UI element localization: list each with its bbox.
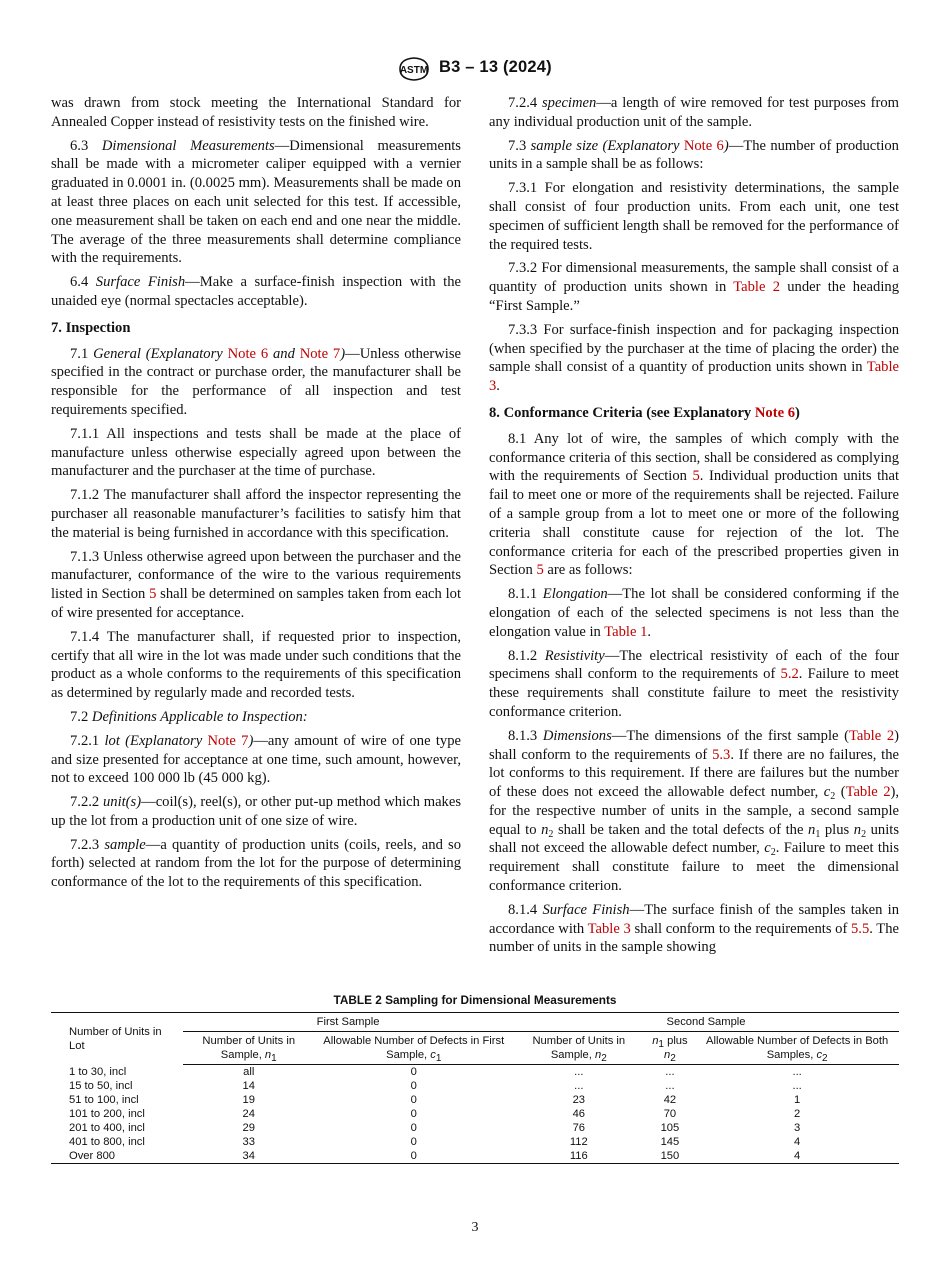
paragraph-7-3-2: 7.3.2 For dimensional measurements, the sample shall consist of a quantity of production units shown in Table 2 under the heading “First Sample.” <box>489 260 899 314</box>
paragraph-7-1-3: 7.1.3 Unless otherwise agreed upon between the purchaser and the manufacturer, conformance of the wire to the various requirements listed in Section 5 shall be determined on samples taken from each lot of wire presented for acceptance. <box>51 548 462 621</box>
table-row: 201 to 400, incl 29 0 76 105 3 <box>69 1122 801 1134</box>
table-2-link[interactable]: Table 2 <box>733 279 780 296</box>
section-5-link[interactable]: 5 <box>692 468 700 485</box>
header-second-sample: Second Sample <box>513 1013 899 1032</box>
paragraph-6-4: 6.4 Surface Finish—Make a surface-finish inspection with the unaided eye (normal spectacles acceptable). <box>51 274 461 309</box>
header-c1: Allowable Number of Defects in First Sample, $c_1$ <box>315 1032 514 1065</box>
paragraph-7-3: 7.3 sample size (Explanatory Note 6)—The number of production units in a sample shall be as follows: <box>489 137 899 173</box>
paragraph-8-1-3: 8.1.3 Dimensions—The dimensions of the first sample (Table 2) shall conform to the requirements of 5.3. If there are no failures, the lot conforms to this requirement. If there are failures but the number of these does not exceed the allowable defect number, $c_2$ (Table 2), for the respective number of units in the sample, a second sample equal to $n_2$ shall be taken and the total defects of the $n_1$ plus $n_2$ units shall not exceed the allowable defect number, $c_2$. Failure to meet this requirement shall constitute failure to meet the dimensional conformance criterion. <box>489 727 900 895</box>
paragraph-7-1-1: 7.1.1 All inspections and tests shall be made at the place of manufacture unless otherwise especially agreed upon between the manufacturer and the purchaser at the time of purchase. <box>51 425 461 480</box>
section-5-link[interactable]: 5 <box>149 586 157 603</box>
table-row: 15 to 50, incl 14 0 ... ... ... <box>69 1080 802 1092</box>
paragraph-8-1-2: 8.1.2 Resistivity—The electrical resistivity of each of the four specimens shall conform to the requirements of 5.2. Failure to meet these requirements shall constitute failure to meet the resistivity conformance criterion. <box>489 647 899 720</box>
header-n2: Number of Units in Sample, $n_2$ <box>513 1032 645 1065</box>
header-c2: Allowable Number of Defects in Both Samples, $c_2$ <box>695 1032 899 1065</box>
astm-logo-icon <box>397 56 431 82</box>
paragraph-7-3-1: 7.3.1 For elongation and resistivity determinations, the sample shall consist of four production units. From each unit, one test specimen of sufficient length shall be removed for the performance of the required tests. <box>489 180 899 253</box>
document-designation: B3 – 13 (2024) <box>439 58 552 76</box>
header-n1: Number of Units in Sample, $n_1$ <box>183 1032 315 1065</box>
table-row: Over 800 34 0 116 150 4 <box>51 1149 899 1164</box>
left-column <box>51 94 461 897</box>
table-2 <box>51 993 899 1164</box>
note-6-link[interactable]: Note 6 <box>683 137 724 154</box>
paragraph-7-2-4: 7.2.4 specimen—a length of wire removed for test purposes from any individual production unit of the sample. <box>489 95 899 130</box>
svg-text:ASTM: ASTM <box>399 65 429 76</box>
note-7-link[interactable]: Note 7 <box>299 345 341 362</box>
section-8-heading: 8. Conformance Criteria (see Explanatory Note 6) <box>489 404 800 421</box>
header-n1-plus-n2: $n_1$ plus $n_2$ <box>645 1032 696 1065</box>
table-row: 1 to 30, incl all 0 ... ... ... <box>69 1065 802 1078</box>
table-1-link[interactable]: Table 1 <box>604 623 648 640</box>
table-row: 51 to 100, incl 19 0 23 42 1 <box>69 1094 801 1106</box>
paragraph-7-2: 7.2 Definitions Applicable to Inspection: <box>70 708 308 725</box>
note-6-link[interactable]: Note 6 <box>754 404 796 421</box>
paragraph-8-1: 8.1 Any lot of wire, the samples of which comply with the conformance criteria of this section, shall be considered as complying with the requirements of Section 5. Individual production units that fail to meet one or more of the requirements shall be rejected. Failure of a sample group from a lot to meet one or more of the following criteria shall constitute cause for rejection of the lot. The conformance criteria for each of the prescribed properties given in Section 5 are as follows: <box>489 430 899 579</box>
section-5-3-link[interactable]: 5.3 <box>712 746 731 763</box>
paragraph-7-2-1: 7.2.1 lot (Explanatory Note 7)—any amount of wire of one type and size presented for acceptance at one time, such amount, however, not to exceed 100 000 lb (45 000 kg). <box>51 732 461 787</box>
table-row: 401 to 800, incl 33 0 112 145 4 <box>69 1136 801 1148</box>
table-row: 101 to 200, incl 24 0 46 70 2 <box>69 1108 801 1120</box>
section-5-5-link[interactable]: 5.5 <box>851 920 870 937</box>
paragraph-7-1-2: 7.1.2 The manufacturer shall afford the inspector representing the purchaser all reasonable manufacturer’s facilities to satisfy him that the material is being furnished in accordance with this specification. <box>51 487 461 541</box>
paragraph-7-2-3: 7.2.3 sample—a quantity of production units (coils, reels, and so forth) selected at random from the lot for the purpose of determining conformance of the lot to the requirements of this specification. <box>51 836 461 891</box>
table-2-link[interactable]: Table 2 <box>845 784 891 801</box>
paragraph-continuation: was drawn from stock meeting the International Standard for Annealed Copper instead of resistivity tests on the finished wire. <box>51 95 461 130</box>
paragraph-8-1-4: 8.1.4 Surface Finish—The surface finish of the samples taken in accordance with Table 3 shall conform to the requirements of 5.5. The number of units in the sample showing <box>489 901 899 956</box>
note-6-link[interactable]: Note 6 <box>227 345 269 362</box>
table-title: TABLE 2 Sampling for Dimensional Measurements <box>333 993 617 1007</box>
section-5-link[interactable]: 5 <box>536 562 544 579</box>
header-lot: Number of Units in Lot <box>51 1013 183 1065</box>
section-5-2-link[interactable]: 5.2 <box>780 666 799 683</box>
page-header <box>0 56 950 84</box>
paragraph-6-3: 6.3 Dimensional Measurements—Dimensional measurements shall be made with a micrometer caliper equipped with a vernier graduated in 0.0001 in. (0.0025 mm). Measurements shall be made on at least three places on each unit selected for this test. If accessible, one measurement shall be taken on each end and one near the middle. The average of the three measurements shall determine compliance with the requirements. <box>51 137 461 267</box>
paragraph-7-1-4: 7.1.4 The manufacturer shall, if requested prior to inspection, certify that all wire in the lot was made under such conditions that the product as a whole conforms to the requirements of this specification as determined by regularly made and recorded tests. <box>51 628 461 702</box>
page-number: 3 <box>471 1220 479 1235</box>
sampling-table <box>51 1012 899 1164</box>
table-2-link[interactable]: Table 2 <box>848 727 895 744</box>
table-3-link[interactable]: Table 3 <box>489 359 899 395</box>
paragraph-7-2-2: 7.2.2 unit(s)—coil(s), reel(s), or other put-up method which makes up the lot from a production unit of one size of wire. <box>51 794 461 829</box>
table-3-link[interactable]: Table 3 <box>587 920 631 937</box>
note-7-link[interactable]: Note 7 <box>207 732 249 749</box>
paragraph-7-1: 7.1 General (Explanatory Note 6 and Note 7)—Unless otherwise specified in the contract or purchase order, the manufacturer shall be responsible for the performance of all inspection and test requirements specified. <box>51 345 461 418</box>
header-first-sample: First Sample <box>183 1013 513 1032</box>
section-7-heading: 7. Inspection <box>51 319 131 336</box>
paragraph-8-1-1: 8.1.1 Elongation—The lot shall be considered conforming if the elongation of each of the selected specimens is not less than the elongation value in Table 1. <box>489 586 899 640</box>
right-column <box>489 94 899 962</box>
paragraph-7-3-3: 7.3.3 For surface-finish inspection and for packaging inspection (when specified by the purchaser at the time of placing the order) the sample shall consist of a quantity of production units shown in Table 3. <box>489 321 899 395</box>
